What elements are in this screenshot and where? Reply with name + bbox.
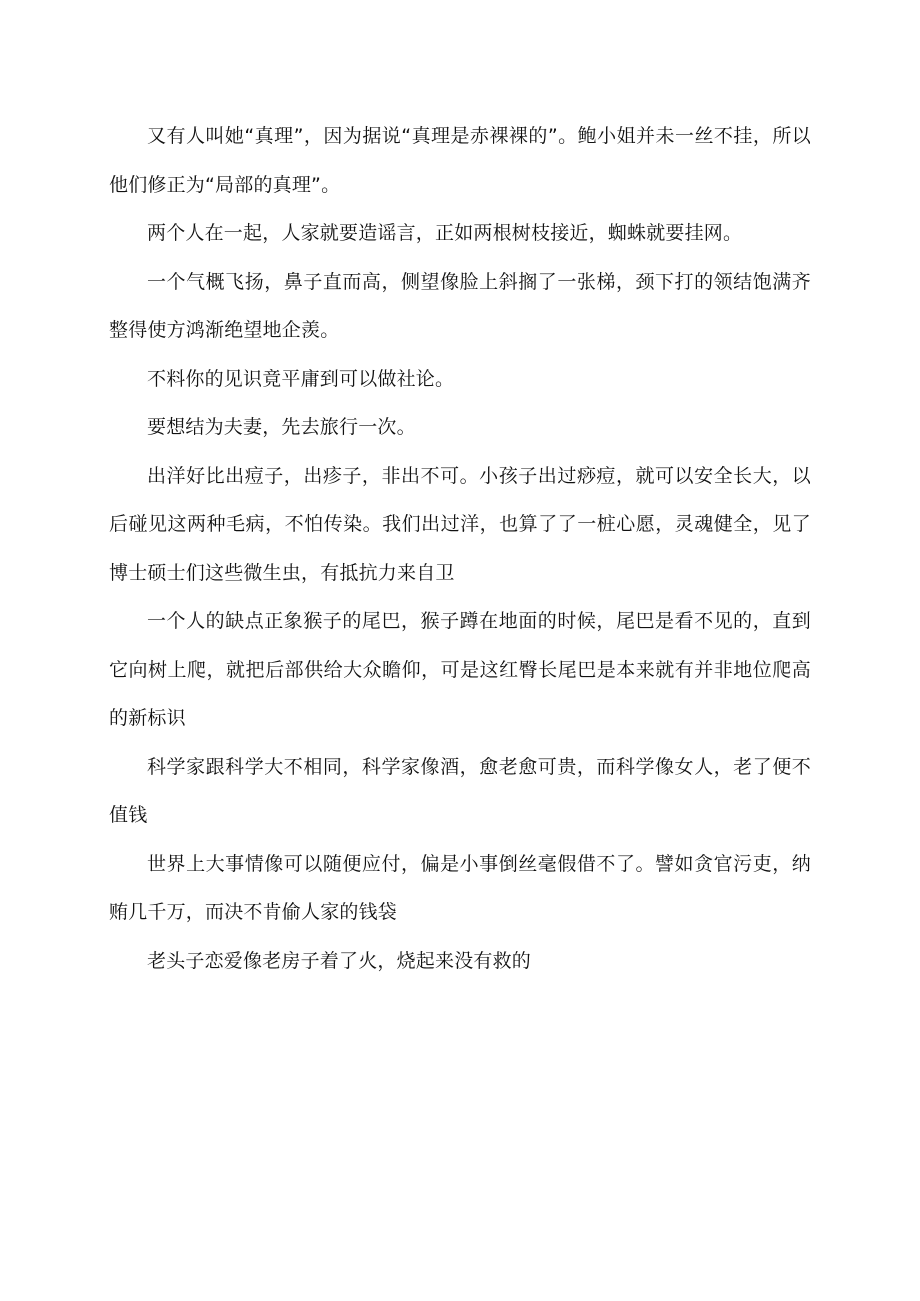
paragraph: 两个人在一起，人家就要造谣言，正如两根树枝接近，蜘蛛就要挂网。 (147, 222, 743, 244)
document-body (109, 112, 811, 985)
paragraph: 出洋好比出痘子，出疹子，非出不可。小孩子出过痧痘，就可以安全长大，以后碰见这两种毛病，不怕传染。我们出过洋，也算了了一桩心愿，灵魂健全，见了博士硕士们这些微生虫，有抵抗力来自卫 (109, 464, 811, 584)
paragraph: 科学家跟科学大不相同，科学家像酒，愈老愈可贵，而科学像女人，老了便不值钱 (109, 755, 811, 826)
paragraph: 世界上大事情像可以随便应付，偏是小事倒丝毫假借不了。譬如贪官污吏，纳贿几千万，而决不肯偷人家的钱袋 (109, 852, 811, 923)
paragraph: 一个人的缺点正象猴子的尾巴，猴子蹲在地面的时候，尾巴是看不见的，直到它向树上爬，就把后部供给大众瞻仰，可是这红臀长尾巴是本来就有并非地位爬高的新标识 (109, 610, 811, 729)
paragraph: 一个气概飞扬，鼻子直而高，侧望像脸上斜搁了一张梯，颈下打的领结饱满齐整得使方鸿渐绝望地企羡。 (109, 270, 811, 341)
paragraph: 又有人叫她“真理”，因为据说“真理是赤裸裸的”。鲍小姐并未一丝不挂，所以他们修正为“局部的真理”。 (109, 125, 811, 196)
paragraph: 老头子恋爱像老房子着了火，烧起来没有救的 (147, 949, 532, 972)
paragraph: 不料你的见识竟平庸到可以做社论。 (147, 367, 455, 390)
paragraph: 要想结为夫妻，先去旅行一次。 (147, 416, 416, 438)
